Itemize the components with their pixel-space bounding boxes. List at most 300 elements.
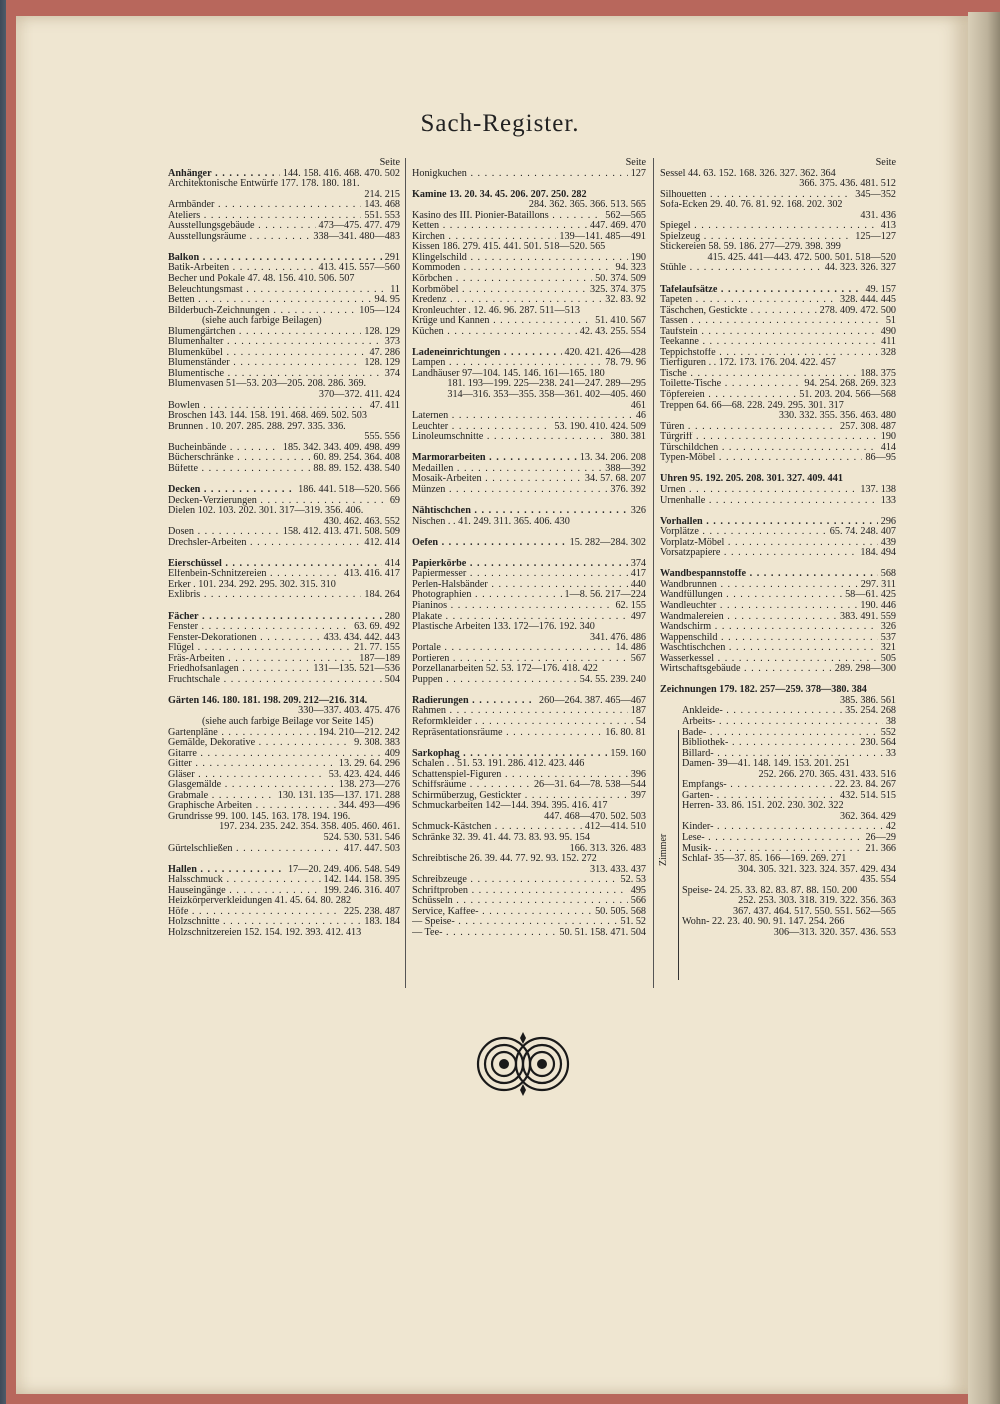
entry-term: Bilderbuch-Zeichnungen . . . xyxy=(168,306,400,317)
index-entry xyxy=(660,601,896,612)
entry-pages: 414 xyxy=(382,559,400,570)
entry-term: Töpfereien . . . xyxy=(660,390,896,401)
entry-term: Perlen-Halsbänder . . . xyxy=(412,580,646,591)
entry-term: Spielzeug . . . xyxy=(660,232,896,243)
index-entry xyxy=(168,169,400,180)
entry-term: Gemälde, Dekorative . . . xyxy=(168,738,400,749)
entry-term: Nähtischchen . . . xyxy=(412,506,646,517)
index-entry xyxy=(412,538,646,549)
index-entry xyxy=(168,369,400,380)
entry-pages: 439 xyxy=(878,538,896,549)
entry-pages: 26—31. 64—78. 538—544 xyxy=(531,780,646,791)
entry-term: Toilette-Tische . . . xyxy=(660,379,896,390)
index-entry xyxy=(660,791,896,802)
index-entry xyxy=(660,527,896,538)
entry-pages: 380. 381 xyxy=(607,432,646,443)
index-entry xyxy=(412,780,646,791)
entry-pages: 50. 51. 158. 471. 504 xyxy=(556,928,646,939)
entry-term: Hallen . . . xyxy=(168,865,400,876)
entry-term: Blumengärtchen . . . xyxy=(168,327,400,338)
index-continuation: 461 xyxy=(630,399,646,411)
index-entry xyxy=(168,886,400,897)
entry-pages: 190 xyxy=(628,253,646,264)
index-entry xyxy=(412,622,646,633)
entry-pages: 432. 514. 515 xyxy=(837,791,896,802)
entry-pages: 17—20. 249. 406. 548. 549 xyxy=(285,865,400,876)
entry-term: Tische . . . xyxy=(660,369,896,380)
entry-pages: 420. 421. 426—428 xyxy=(562,348,647,359)
index-entry xyxy=(412,232,646,243)
entry-term: Vorhallen . . . xyxy=(660,517,896,528)
seite-header: Seite xyxy=(379,157,400,168)
index-entry xyxy=(660,759,896,770)
index-entry xyxy=(660,643,896,654)
entry-pages: 413. 416. 417 xyxy=(341,569,400,580)
index-entry xyxy=(660,242,896,253)
entry-term: Kirchen . . . xyxy=(412,232,646,243)
index-entry xyxy=(660,348,896,359)
entry-pages: 51. 52 xyxy=(618,917,646,928)
index-entry xyxy=(660,664,896,675)
entry-pages: 537 xyxy=(878,633,896,644)
index-entry xyxy=(660,190,896,201)
entry-term: Fenster-Dekorationen . . . xyxy=(168,633,400,644)
index-entry xyxy=(168,738,400,749)
entry-term: — Speise- . . . xyxy=(412,917,646,928)
entry-pages: 51 xyxy=(883,316,896,327)
entry-pages: 139—141. 485—491 xyxy=(556,232,646,243)
index-continuation: 555. 556 xyxy=(364,431,400,443)
entry-pages: 22. 23. 84. 267 xyxy=(832,780,896,791)
index-entry xyxy=(660,169,896,180)
index-entry xyxy=(412,717,646,728)
entry-term: Sofa-Ecken 29. 40. 76. 81. 92. 168. 202. 302 xyxy=(660,200,843,211)
entry-pages: 447. 469. 470 xyxy=(587,221,646,232)
entry-term: Erker . 101. 234. 292. 295. 302. 315. 310 xyxy=(168,579,336,590)
entry-term: Speise- 24. 25. 33. 82. 83. 87. 88. 150. 200 xyxy=(682,885,858,896)
index-entry xyxy=(660,401,896,412)
index-entry xyxy=(168,496,400,507)
entry-term: Anhänger . . . xyxy=(168,169,400,180)
entry-pages: 21. 366 xyxy=(862,844,896,855)
index-entry xyxy=(660,306,896,317)
entry-term: Kronleuchter . 12. 46. 96. 287. 511—513 xyxy=(412,305,580,316)
index-entry xyxy=(168,569,400,580)
zimmer-bracket xyxy=(678,730,679,980)
entry-term: Schränke 32. 39. 41. 44. 73. 83. 93. 95. 154 xyxy=(412,833,590,843)
entry-pages: 54 xyxy=(633,717,646,728)
entry-pages: 397 xyxy=(628,791,646,802)
index-entry xyxy=(412,643,646,654)
entry-term: Gläser . . . xyxy=(168,770,400,781)
entry-term: Honigkuchen . . . xyxy=(412,169,646,180)
index-continuation: 252. 266. 270. 365. 431. 433. 516 xyxy=(758,768,896,780)
entry-term: Blumenkübel . . . xyxy=(168,348,400,359)
entry-pages: 225. 238. 487 xyxy=(341,907,400,918)
entry-pages: 230. 564 xyxy=(857,738,896,749)
index-entry xyxy=(412,833,646,844)
entry-pages: 376. 392 xyxy=(607,485,646,496)
index-entry xyxy=(412,759,646,770)
section-gap xyxy=(660,464,896,475)
entry-term: Hauseingänge . . . xyxy=(168,886,400,897)
entry-pages: 190 xyxy=(878,432,896,443)
entry-term: Holzschnitte . . . xyxy=(168,917,400,928)
entry-pages: 187—189 xyxy=(356,654,400,665)
entry-term: Sessel 44. 63. 152. 168. 326. 327. 362. 364 xyxy=(660,168,836,179)
entry-term: Puppen . . . xyxy=(412,675,646,686)
index-entry xyxy=(412,432,646,443)
entry-term: Blumenständer . . . xyxy=(168,358,400,369)
entry-term: Stühle . . . xyxy=(660,263,896,274)
entry-term: Schlaf- 35—37. 85. 166—169. 269. 271 xyxy=(682,854,847,865)
entry-pages: 344. 493—496 xyxy=(336,801,400,812)
entry-pages: 185. 342. 343. 409. 498. 499 xyxy=(280,443,400,454)
entry-pages: 257. 308. 487 xyxy=(837,422,896,433)
entry-pages: 105—124 xyxy=(356,306,400,317)
entry-pages: 63. 69. 492 xyxy=(351,622,400,633)
entry-term: Photographien . . . xyxy=(412,590,646,601)
index-continuation: 330. 332. 355. 356. 463. 480 xyxy=(778,410,896,422)
index-continuation: 181. 193—199. 225—238. 241—247. 289—295 xyxy=(447,378,646,390)
index-entry xyxy=(412,749,646,760)
index-entry xyxy=(168,179,400,190)
entry-term: Kredenz . . . xyxy=(412,295,646,306)
entry-term: Betten . . . xyxy=(168,295,400,306)
entry-pages: 411 xyxy=(878,337,896,348)
entry-pages: 297. 311 xyxy=(858,580,896,591)
entry-term: Schattenspiel-Figuren . . . xyxy=(412,770,646,781)
index-entry xyxy=(168,812,400,823)
entry-term: Architektonische Entwürfe 177. 178. 180. 181. xyxy=(168,179,360,190)
entry-term: Teppichstoffe . . . xyxy=(660,348,896,359)
entry-term: Wandbespannstoffe . . . xyxy=(660,569,896,580)
index-entry xyxy=(660,453,896,464)
entry-pages: 49. 157 xyxy=(862,285,896,296)
entry-term: Vorsatzpapiere . . . xyxy=(660,548,896,559)
entry-term: Flügel . . . xyxy=(168,643,400,654)
entry-pages: 53. 190. 410. 424. 509 xyxy=(551,422,646,433)
entry-term: Krüge und Kannen . . . xyxy=(412,316,646,327)
index-entry xyxy=(168,844,400,855)
entry-term: Decken . . . xyxy=(168,485,400,496)
entry-term: Korbmöbel . . . xyxy=(412,285,646,296)
page-title: Sach-Register. xyxy=(420,110,580,137)
entry-term: Tapeten . . . xyxy=(660,295,896,306)
zimmer-label: Zimmer xyxy=(658,833,669,867)
entry-term: Beleuchtungsmast . . . xyxy=(168,285,400,296)
entry-pages: 188. 375 xyxy=(857,369,896,380)
entry-term: Pianinos . . . xyxy=(412,601,646,612)
column-divider xyxy=(653,158,654,988)
entry-pages: 44. 323. 326. 327 xyxy=(822,263,896,274)
entry-term: Glasgemälde . . . xyxy=(168,780,400,791)
entry-term: Grundrisse 99. 100. 145. 163. 178. 194. 196. xyxy=(168,811,351,822)
entry-term: Tierfiguren . . 172. 173. 176. 204. 422. 457 xyxy=(660,358,836,369)
entry-pages: 65. 74. 248. 407 xyxy=(827,527,896,538)
index-entry xyxy=(660,822,896,833)
index-entry xyxy=(168,263,400,274)
entry-pages: 417. 447. 503 xyxy=(341,844,400,855)
entry-term: Klingelschild . . . xyxy=(412,253,646,264)
entry-term: Wirtschaftsgebäude . . . xyxy=(660,664,896,675)
section-gap xyxy=(168,601,400,612)
entry-pages: 278. 409. 472. 500 xyxy=(817,306,896,317)
entry-pages: 128. 129 xyxy=(361,327,400,338)
entry-term: Türgriff . . . xyxy=(660,432,896,443)
index-entry xyxy=(660,622,896,633)
entry-term: Schiffsräume . . . xyxy=(412,780,646,791)
index-entry xyxy=(168,337,400,348)
entry-term: Kinder- . . . xyxy=(682,822,896,833)
entry-term: Eierschüssel . . . xyxy=(168,559,400,570)
index-entry xyxy=(168,538,400,549)
entry-term: Schriftproben . . . xyxy=(412,886,646,897)
entry-term: Tassen . . . xyxy=(660,316,896,327)
entry-pages: 490 xyxy=(878,327,896,338)
entry-term: Fenster . . . xyxy=(168,622,400,633)
index-entry xyxy=(168,696,400,707)
entry-term: Kasino des III. Pionier-Bataillons . . . xyxy=(412,211,646,222)
index-entry xyxy=(660,337,896,348)
entry-pages: 321 xyxy=(878,643,896,654)
ornament-icon xyxy=(474,1030,572,1098)
index-continuation: 166. 313. 326. 483 xyxy=(569,842,646,854)
index-continuation: 385. 386. 561 xyxy=(839,694,896,706)
index-entry xyxy=(412,369,646,380)
entry-pages: 184. 264 xyxy=(361,590,400,601)
entry-term: Balkon . . . xyxy=(168,253,400,264)
entry-term: Ausstellungsgebäude . . . xyxy=(168,221,400,232)
index-entry xyxy=(660,717,896,728)
entry-pages: 54. 55. 239. 240 xyxy=(577,675,646,686)
entry-term: Arbeits- . . . xyxy=(682,717,896,728)
index-entry xyxy=(168,306,400,317)
index-column-3 xyxy=(660,158,896,938)
entry-pages: 567 xyxy=(628,654,646,665)
entry-term: Ketten . . . xyxy=(412,221,646,232)
entry-pages: 94. 95 xyxy=(372,295,400,306)
entry-term: Leuchter . . . xyxy=(412,422,646,433)
index-entry xyxy=(660,854,896,865)
entry-term: Broschen 143. 144. 158. 191. 468. 469. 502. 503 xyxy=(168,411,367,422)
entry-term: Schreibzeuge . . . xyxy=(412,875,646,886)
entry-pages: 187 xyxy=(628,706,646,717)
entry-term: Schreibtische 26. 39. 44. 77. 92. 93. 152. 272 xyxy=(412,854,597,865)
entry-pages: 190. 446 xyxy=(857,601,896,612)
entry-term: Laternen . . . xyxy=(412,411,646,422)
index-continuation: 447. 468—470. 502. 503 xyxy=(544,810,646,822)
index-continuation: 313. 433. 437 xyxy=(589,863,646,875)
index-entry xyxy=(168,285,400,296)
entry-term: Körbchen . . . xyxy=(412,274,646,285)
index-entry xyxy=(660,749,896,760)
entry-term: Bucheinbände . . . xyxy=(168,443,400,454)
entry-term: Becher und Pokale 47. 48. 156. 410. 506. 507 xyxy=(168,274,355,285)
entry-pages: 551. 553 xyxy=(361,211,400,222)
entry-pages: 505 xyxy=(878,654,896,665)
entry-pages: 413 xyxy=(878,221,896,232)
entry-term: Portieren . . . xyxy=(412,654,646,665)
entry-term: Gartenpläne . . . xyxy=(168,728,400,739)
entry-term: Schüsseln . . . xyxy=(412,896,646,907)
index-entry xyxy=(660,548,896,559)
entry-term: Uhren 95. 192. 205. 208. 301. 327. 409. 441 xyxy=(660,474,843,485)
index-continuation: 362. 364. 429 xyxy=(839,810,896,822)
entry-pages: 133 xyxy=(878,496,896,507)
index-entry xyxy=(168,506,400,517)
entry-term: Halsschmuck . . . xyxy=(168,875,400,886)
index-entry xyxy=(660,485,896,496)
entry-term: Ladeneinrichtungen . . . xyxy=(412,348,646,359)
entry-term: Büfette . . . xyxy=(168,464,400,475)
index-entry xyxy=(660,612,896,623)
entry-pages: 186. 441. 518—520. 566 xyxy=(295,485,400,496)
index-entry xyxy=(168,917,400,928)
entry-pages: 184. 494 xyxy=(857,548,896,559)
entry-term: Herren- 33. 86. 151. 202. 230. 302. 322 xyxy=(682,801,844,812)
index-entry xyxy=(168,675,400,686)
entry-pages: 26—29 xyxy=(862,833,896,844)
entry-term: Plakate . . . xyxy=(412,612,646,623)
entry-pages: 51. 203. 204. 566—568 xyxy=(796,390,896,401)
index-continuation: 430. 462. 463. 552 xyxy=(323,515,400,527)
index-entry xyxy=(168,801,400,812)
index-entry xyxy=(412,875,646,886)
entry-term: Exlibris . . . xyxy=(168,590,400,601)
entry-term: Gürtelschließen . . . xyxy=(168,844,400,855)
entry-term: Portale . . . xyxy=(412,643,646,654)
entry-term: Lese- . . . xyxy=(682,833,896,844)
entry-pages: 289. 298—300 xyxy=(832,664,896,675)
entry-pages: 396 xyxy=(628,770,646,781)
entry-term: Vorplatz-Möbel . . . xyxy=(660,538,896,549)
entry-term: Friedhofsanlagen . . . xyxy=(168,664,400,675)
index-entry xyxy=(412,612,646,623)
entry-term: Billard- . . . xyxy=(682,749,896,760)
entry-pages: 325. 374. 375 xyxy=(587,285,646,296)
index-entry xyxy=(168,928,400,939)
entry-term: Tafelaufsätze . . . xyxy=(660,285,896,296)
entry-term: Blumenhalter . . . xyxy=(168,337,400,348)
entry-term: Drechsler-Arbeiten . . . xyxy=(168,538,400,549)
index-entry xyxy=(168,422,400,433)
entry-pages: 1—8. 56. 217—224 xyxy=(562,590,647,601)
entry-pages: 388—392 xyxy=(602,464,646,475)
entry-pages: 562—565 xyxy=(602,211,646,222)
entry-pages: 414 xyxy=(878,443,896,454)
entry-pages: 328. 444. 445 xyxy=(837,295,896,306)
entry-pages: 35. 254. 268 xyxy=(842,706,896,717)
index-entry xyxy=(660,327,896,338)
entry-pages: 504 xyxy=(382,675,400,686)
index-entry xyxy=(412,822,646,833)
entry-term: Decken-Verzierungen . . . xyxy=(168,496,400,507)
entry-term: Münzen . . . xyxy=(412,485,646,496)
entry-term: Taufstein . . . xyxy=(660,327,896,338)
index-entry xyxy=(412,928,646,939)
index-continuation: 330—337. 403. 475. 476 xyxy=(298,705,400,717)
index-entry xyxy=(660,633,896,644)
entry-term: Dielen 102. 103. 202. 301. 317—319. 356. 406. xyxy=(168,506,364,517)
index-entry xyxy=(660,432,896,443)
index-entry xyxy=(660,316,896,327)
index-entry xyxy=(168,358,400,369)
entry-pages: 417 xyxy=(628,569,646,580)
entry-pages: 326 xyxy=(878,622,896,633)
entry-term: Wasserkessel . . . xyxy=(660,654,896,665)
entry-term: Damen- 39—41. 148. 149. 153. 201. 251 xyxy=(682,759,850,770)
index-entry xyxy=(168,485,400,496)
entry-term: Linoleumschnitte . . . xyxy=(412,432,646,443)
index-entry xyxy=(412,358,646,369)
entry-term: Service, Kaffee- . . . xyxy=(412,907,646,918)
section-gap xyxy=(412,548,646,559)
entry-term: Schmuck-Kästchen . . . xyxy=(412,822,646,833)
entry-pages: 296 xyxy=(878,517,896,528)
index-entry xyxy=(412,295,646,306)
index-entry xyxy=(660,738,896,749)
entry-pages: 326 xyxy=(628,506,646,517)
entry-term: Wappenschild . . . xyxy=(660,633,896,644)
index-continuation: 252. 253. 303. 318. 319. 322. 356. 363 xyxy=(738,895,896,907)
entry-pages: 383. 491. 559 xyxy=(837,612,896,623)
entry-term: Bowlen . . . xyxy=(168,401,400,412)
entry-term: Höfe . . . xyxy=(168,907,400,918)
entry-pages: 374 xyxy=(382,369,400,380)
entry-term: Empfangs- . . . xyxy=(682,780,896,791)
index-entry xyxy=(412,886,646,897)
entry-pages: 125—127 xyxy=(852,232,896,243)
entry-term: Zeichnungen 179. 182. 257—259. 378—380. 384 xyxy=(660,685,867,696)
entry-pages: 345—352 xyxy=(852,190,896,201)
index-entry xyxy=(412,485,646,496)
entry-term: Bücherschränke . . . xyxy=(168,453,400,464)
entry-pages: 374 xyxy=(628,559,646,570)
section-gap xyxy=(660,506,896,517)
entry-term: Türschildchen . . . xyxy=(660,443,896,454)
entry-term: Brunnen . 10. 207. 285. 288. 297. 335. 336. xyxy=(168,421,346,432)
index-continuation: 306—313. 320. 357. 436. 553 xyxy=(773,926,896,938)
index-entry xyxy=(168,379,400,390)
entry-pages: 94. 323 xyxy=(612,263,646,274)
section-gap xyxy=(168,242,400,253)
entry-term: Gitter . . . xyxy=(168,759,400,770)
index-entry xyxy=(660,801,896,812)
entry-pages: 158. 412. 413. 471. 508. 509 xyxy=(280,527,400,538)
entry-pages: 13. 29. 64. 296 xyxy=(336,759,400,770)
page-edge xyxy=(968,12,1000,1404)
entry-pages: 137. 138 xyxy=(857,485,896,496)
entry-term: Wandbrunnen . . . xyxy=(660,580,896,591)
section-gap xyxy=(412,179,646,190)
entry-term: Wandfüllungen . . . xyxy=(660,590,896,601)
entry-term: Schirmüberzug, Gestickter . . . xyxy=(412,791,646,802)
index-entry xyxy=(660,917,896,928)
entry-pages: 53. 423. 424. 446 xyxy=(326,770,400,781)
index-entry xyxy=(412,169,646,180)
entry-term: Landhäuser 97—104. 145. 146. 161—165. 180 xyxy=(412,368,605,379)
entry-pages: 32. 83. 92 xyxy=(602,295,646,306)
entry-term: Ausstellungsräume . . . xyxy=(168,232,400,243)
entry-pages: 412. 414 xyxy=(361,538,400,549)
entry-term: Porzellanarbeiten 52. 53. 172—176. 418. 422 xyxy=(412,664,598,675)
entry-pages: 373 xyxy=(382,337,400,348)
entry-term: Türen . . . xyxy=(660,422,896,433)
entry-term: Spiegel . . . xyxy=(660,221,896,232)
entry-pages: 473—475. 477. 479 xyxy=(316,221,401,232)
index-entry xyxy=(412,253,646,264)
